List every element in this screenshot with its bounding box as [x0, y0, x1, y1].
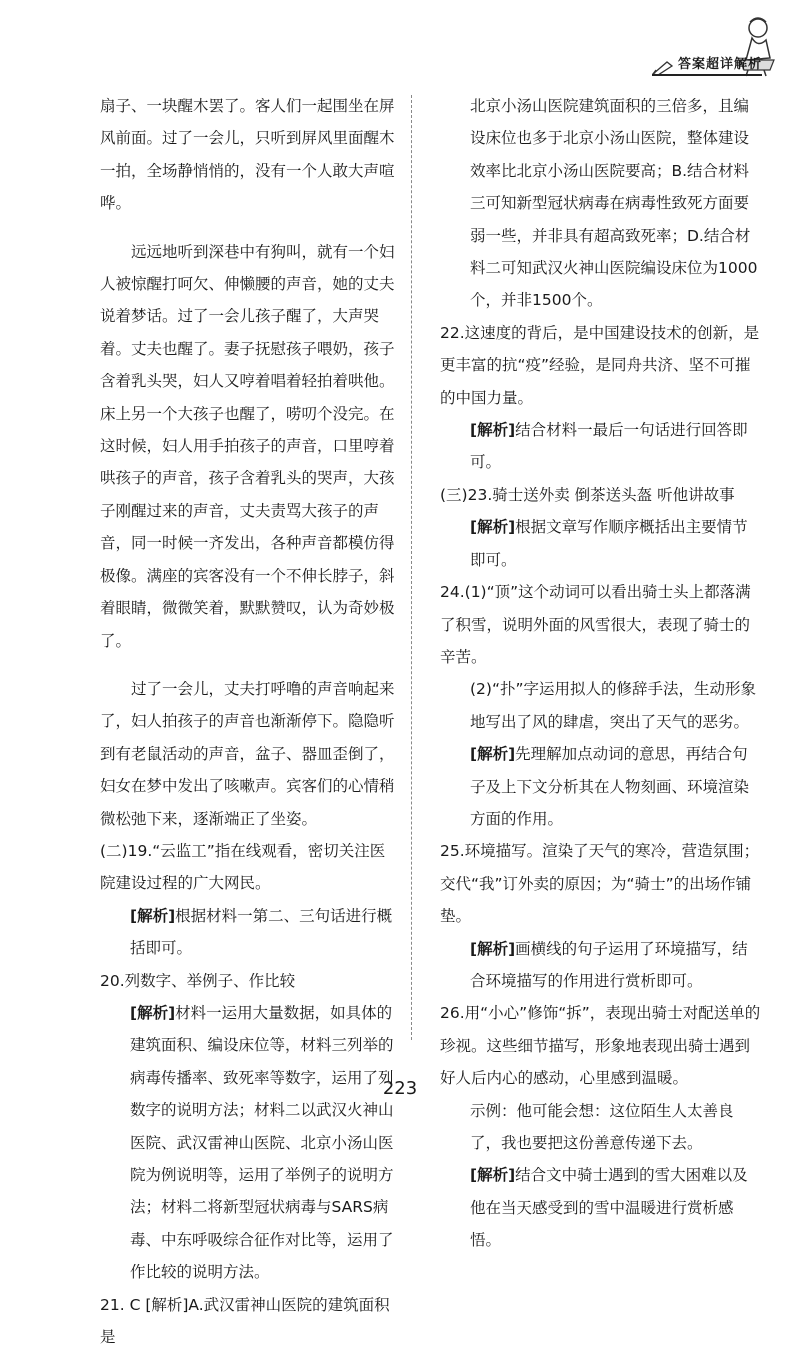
analysis-text: 材料一运用大量数据，如具体的建筑面积、编设床位等，材料三列举的病毒传播率、致死率等数字，运用了列数字的说明方法；材料二以武汉火神山医院、武汉雷神山医院、北京小汤山医院为例说明等，运用了举例子的说明方法；材料二将新型冠状病毒与SARS病毒、中东呼吸综合征作对比等，运用了作比较的说明方法。: [130, 1003, 394, 1282]
example-26: 示例：他可能会想：这位陌生人太善良了，我也要把这份善意传递下去。: [470, 1101, 734, 1152]
answer-21-continued: 北京小汤山医院建筑面积的三倍多，且编设床位也多于北京小汤山医院，整体建设效率比北京小汤山医院要高；B.结合材料三可知新型冠状病毒在病毒性致死方面要弱一些，并非具有超高致死率；D.结合材料二可知武汉火神山医院编设床位为1000个，并非1500个。: [470, 97, 758, 310]
header-rule: [652, 74, 762, 76]
answer-19: (二)19.“云监工”指在线观看，密切关注医院建设过程的广大网民。: [100, 841, 386, 893]
page-number: 223: [382, 1078, 418, 1099]
analysis-tag: [解析]: [130, 906, 176, 925]
passage-paragraph-1: 扇子、一块醒木罢了。客人们一起围坐在屏风前面。过了一会儿，只听到屏风里面醒木一拍，全场静悄悄的，没有一个人敢大声喧哗。: [100, 97, 395, 213]
analysis-text: 结合材料一最后一句话进行回答即可。: [470, 421, 748, 472]
answer-21: 21. C [解析]A.武汉雷神山医院的建筑面积是: [100, 1295, 390, 1347]
analysis-tag: [解析]: [470, 1166, 516, 1185]
header-label: 答案超详解析: [677, 57, 762, 72]
analysis-text: 先理解加点动词的意思，再结合句子及上下文分析其在人物刻画、环境渲染方面的作用。: [470, 745, 750, 828]
analysis-25: [440, 933, 762, 998]
analysis-tag: [解析]: [470, 518, 516, 537]
analysis-24: [440, 738, 762, 835]
analysis-tag: [解析]: [470, 421, 516, 440]
answer-20: 20.列数字、举例子、作比较: [100, 971, 296, 990]
analysis-text: 根据材料一第二、三句话进行概括即可。: [130, 906, 393, 958]
analysis-text: 结合文中骑士遇到的雪大困难以及他在当天感受到的雪中温暖进行赏析感悟。: [470, 1166, 748, 1250]
analysis-23: [440, 511, 762, 576]
answer-25: 25.环境描写。渲染了天气的寒冷，营造氛围；交代“我”订外卖的原因；为“骑士”的出场作铺垫。: [440, 842, 760, 926]
left-column: [100, 90, 400, 1353]
analysis-20: [100, 997, 400, 1289]
analysis-text: 画横线的句子运用了环境描写，结合环境描写的作用进行赏析即可。: [470, 939, 748, 990]
analysis-tag: [解析]: [470, 745, 516, 764]
answer-24-2: (2)“扑”字运用拟人的修辞手法，生动形象地写出了风的肆虐，突出了天气的恶劣。: [470, 680, 757, 731]
answer-23: (三)23.骑士送外卖 倒茶送头盔 听他讲故事: [440, 485, 735, 504]
answer-26: 26.用“小心”修饰“拆”，表现出骑士对配送单的珍视。这些细节描写，形象地表现出骑士遇到好人后内心的感动，心里感到温暖。: [440, 1004, 761, 1088]
analysis-text: 根据文章写作顺序概括出主要情节即可。: [470, 518, 748, 569]
answer-24-1: 24.(1)“顶”这个动词可以看出骑士头上都落满了积雪，说明外面的风雪很大，表现了骑士的辛苦。: [440, 583, 751, 666]
analysis-tag: [解析]: [130, 1003, 176, 1022]
analysis-26: [440, 1159, 762, 1256]
analysis-22: [440, 414, 762, 479]
answer-22: 22.这速度的背后，是中国建设技术的创新，是更丰富的抗“疫”经验，是同舟共济、坚不可摧的中国力量。: [440, 323, 760, 407]
analysis-19: [100, 900, 400, 965]
page-header: [652, 42, 762, 76]
column-divider: [411, 95, 412, 1040]
analysis-tag: [解析]: [470, 939, 516, 958]
passage-paragraph-2: 远远地听到深巷中有狗叫，就有一个妇人被惊醒打呵欠、伸懒腰的声音，她的丈夫说着梦话。过了一会儿孩子醒了，大声哭着。丈夫也醒了。妻子抚慰孩子喂奶，孩子含着乳头哭，妇人又哼着唱着轻拍着哄他。床上另一个大孩子也醒了，唠叨个没完。在这时候，妇人用手拍孩子的声音，口里哼着哄孩子的声音，孩子含着乳头的哭声，大孩子刚醒过来的声音，丈夫责骂大孩子的声音，同一时候一齐发出，各种声音都模仿得极像。满座的宾客没有一个不伸长脖子，斜着眼睛，微微笑着，默默赞叹，认为奇妙极了。: [100, 242, 395, 650]
passage-paragraph-3: 过了一会儿，丈夫打呼噜的声音响起来了，妇人拍孩子的声音也渐渐停下。隐隐听到有老鼠活动的声音，盆子、器皿歪倒了，妇女在梦中发出了咳嗽声。宾客们的心情稍微松弛下来，逐渐端正了坐姿。: [100, 679, 395, 828]
